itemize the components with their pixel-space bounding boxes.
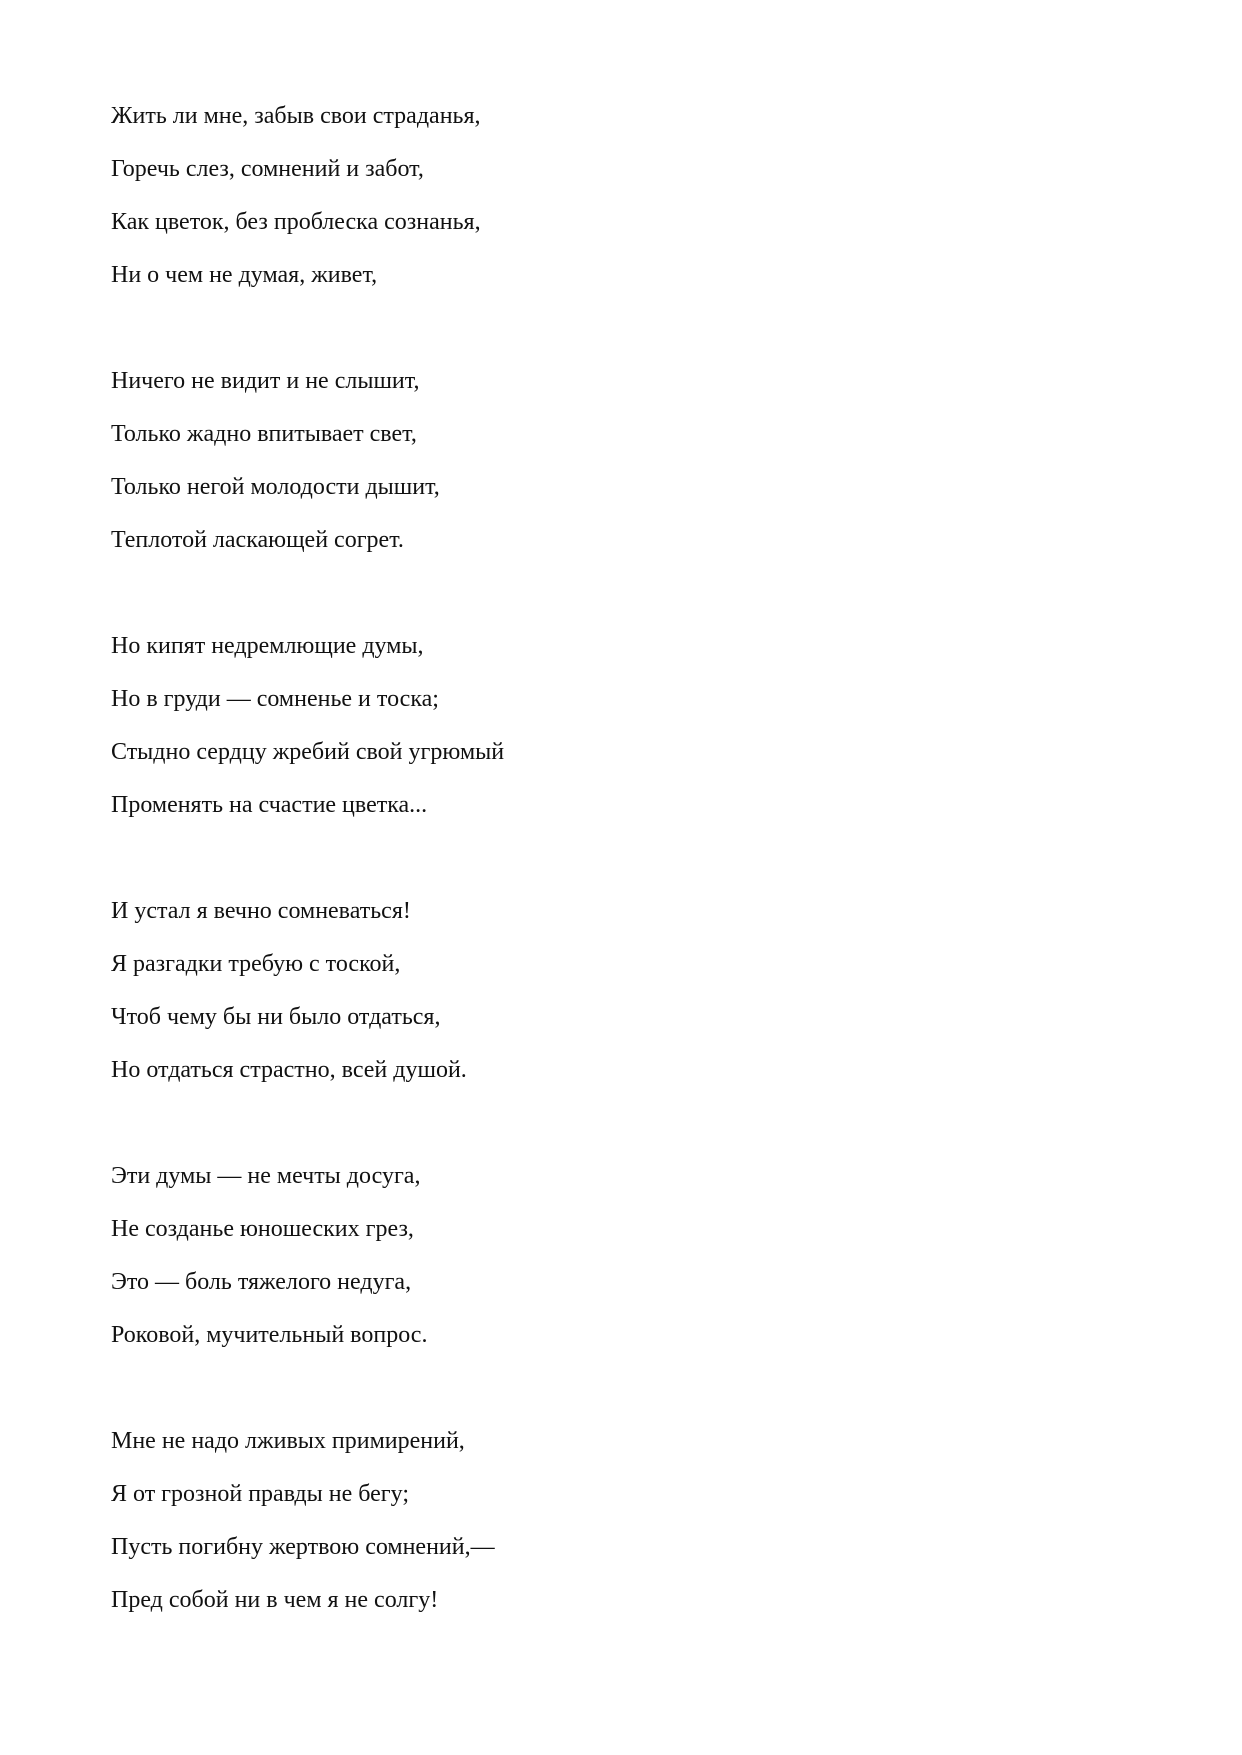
poem-text [111, 103, 1011, 1693]
poem-line: И устал я вечно сомневаться! [111, 898, 411, 924]
poem-line: Эти думы — не мечты досуга, [111, 1163, 421, 1189]
stanza-1 [111, 103, 1011, 315]
poem-line: Я от грозной правды не бегу; [111, 1481, 409, 1507]
stanza-3 [111, 633, 1011, 845]
poem-line: Роковой, мучительный вопрос. [111, 1322, 428, 1348]
poem-line: Я разгадки требую с тоской, [111, 951, 401, 977]
poem-line: Но в груди — сомненье и тоска; [111, 686, 439, 712]
poem-line: Ни о чем не думая, живет, [111, 262, 378, 288]
poem-line: Пусть погибну жертвою сомнений,— [111, 1534, 495, 1560]
poem-line: Жить ли мне, забыв свои страданья, [111, 103, 481, 129]
poem-line: Променять на счастие цветка... [111, 792, 428, 818]
poem-line: Не созданье юношеских грез, [111, 1216, 414, 1242]
poem-line: Только жадно впитывает свет, [111, 421, 417, 447]
poem-line: Это — боль тяжелого недуга, [111, 1269, 412, 1295]
stanza-5 [111, 1163, 1011, 1375]
stanza-2 [111, 368, 1011, 580]
poem-line: Горечь слез, сомнений и забот, [111, 156, 424, 182]
poem-line: Чтоб чему бы ни было отдаться, [111, 1004, 441, 1030]
poem-line: Но отдаться страстно, всей душой. [111, 1057, 467, 1083]
poem-line: Теплотой ласкающей согрет. [111, 527, 404, 553]
poem-line: Только негой молодости дышит, [111, 474, 440, 500]
poem-line: Мне не надо лживых примирений, [111, 1428, 465, 1454]
poem-line: Но кипят недремлющие думы, [111, 633, 424, 659]
stanza-4 [111, 898, 1011, 1110]
poem-line: Как цветок, без проблеска сознанья, [111, 209, 481, 235]
poem-line: Стыдно сердцу жребий свой угрюмый [111, 739, 505, 765]
poem-line: Пред собой ни в чем я не солгу! [111, 1587, 439, 1613]
poem-line: Ничего не видит и не слышит, [111, 368, 420, 394]
stanza-6 [111, 1428, 1011, 1640]
